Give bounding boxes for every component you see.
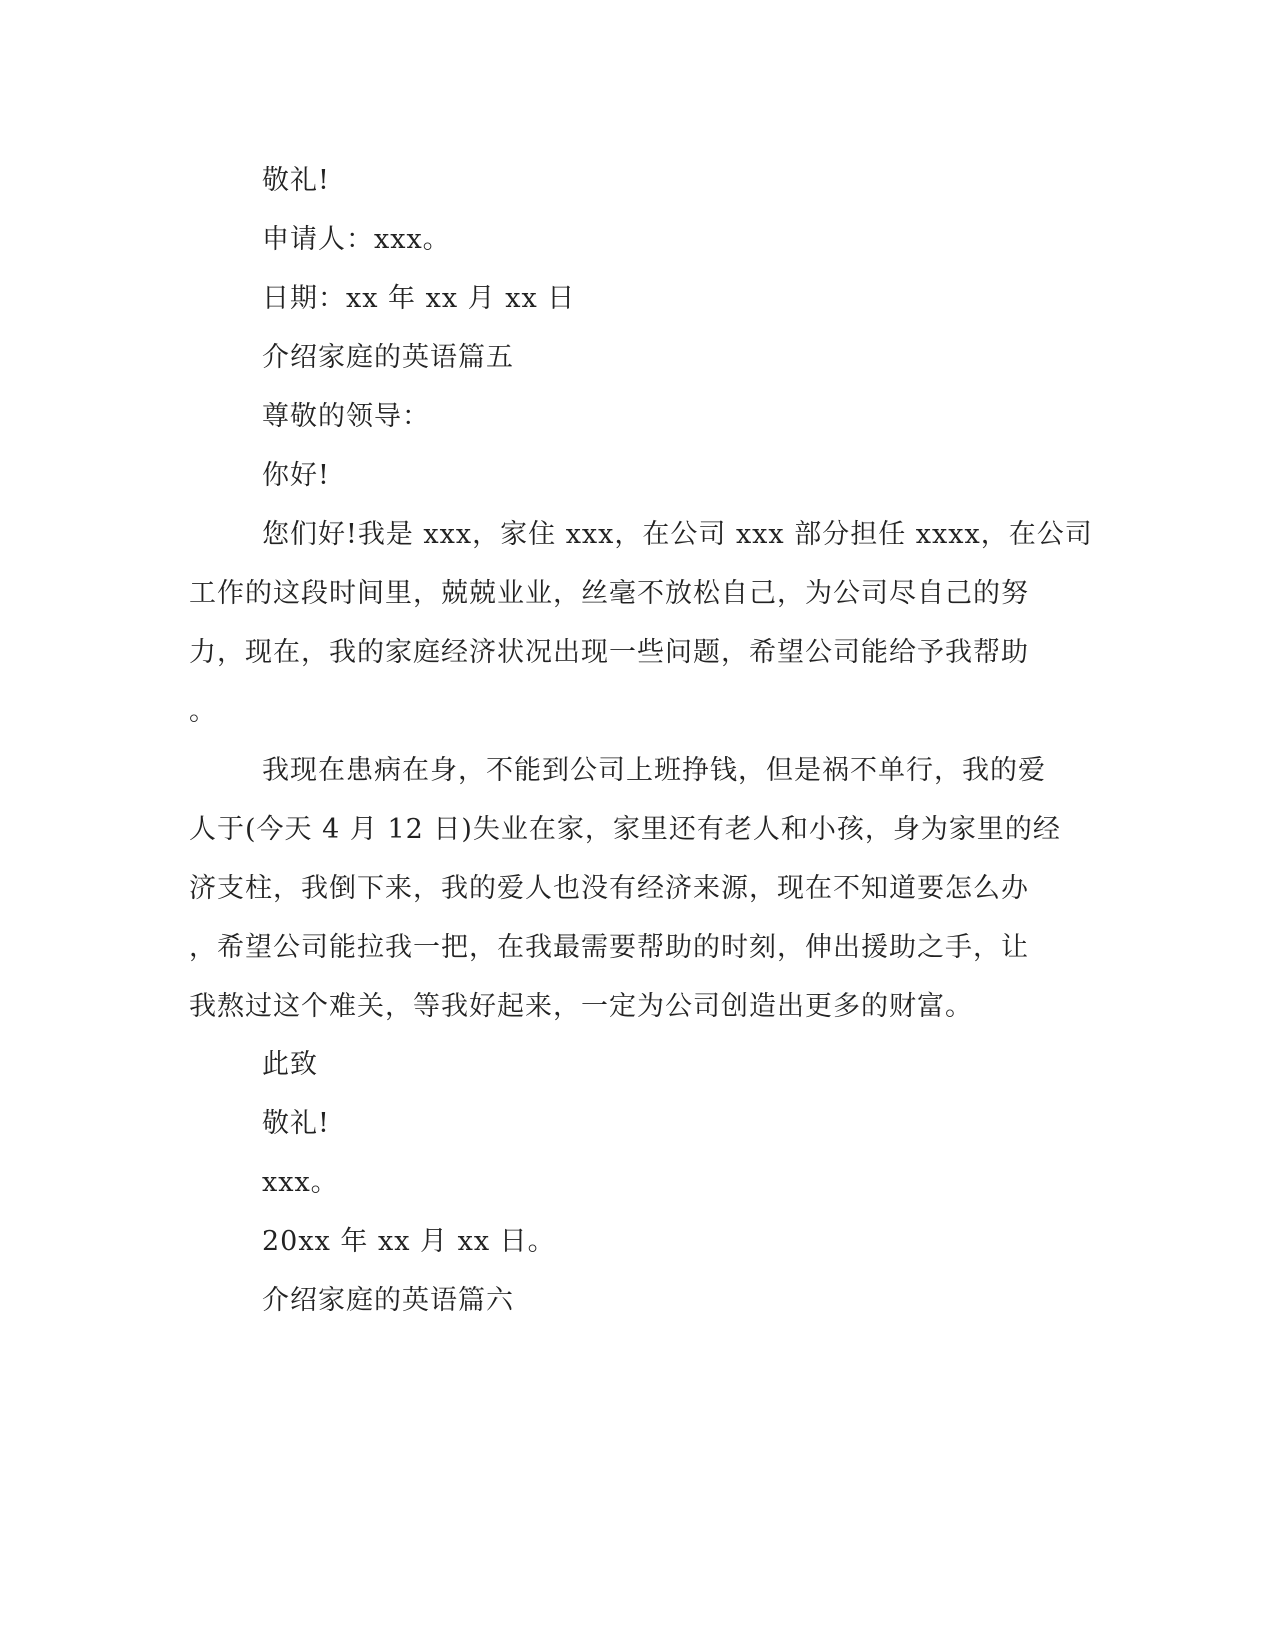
paragraph-line: 人于(今天 4 月 12 日)失业在家，家里还有老人和小孩，身为家里的经 (189, 814, 1061, 845)
paragraph-line: 我现在患病在身，不能到公司上班挣钱，但是祸不单行，我的爱 (262, 755, 1046, 786)
paragraph-line: 工作的这段时间里，兢兢业业，丝毫不放松自己，为公司尽自己的努 (189, 578, 1029, 609)
paragraph-line: 力，现在，我的家庭经济状况出现一些问题，希望公司能给予我帮助 (189, 637, 1029, 668)
paragraph-line: 我熬过这个难关，等我好起来，一定为公司创造出更多的财富。 (189, 991, 973, 1022)
section-title: 介绍家庭的英语篇五 (262, 342, 514, 373)
section-title: 介绍家庭的英语篇六 (262, 1285, 514, 1316)
paragraph-line: 。 (189, 696, 217, 727)
applicant-line: 申请人：xxx。 (262, 224, 451, 255)
signature: xxx。 (262, 1167, 339, 1198)
closing-line: 此致 (262, 1049, 318, 1080)
signature-date: 20xx 年 xx 月 xx 日。 (262, 1226, 556, 1257)
closing-salute: 敬礼! (262, 165, 330, 196)
closing-salute: 敬礼! (262, 1108, 330, 1139)
paragraph-line: 济支柱，我倒下来，我的爱人也没有经济来源，现在不知道要怎么办 (189, 873, 1029, 904)
hello-line: 你好! (262, 460, 330, 491)
date-line: 日期：xx 年 xx 月 xx 日 (262, 283, 576, 314)
paragraph-line: 您们好!我是 xxx，家住 xxx，在公司 xxx 部分担任 xxxx，在公司 (262, 519, 1093, 550)
salutation: 尊敬的领导： (262, 401, 430, 432)
paragraph-line: ，希望公司能拉我一把，在我最需要帮助的时刻，伸出援助之手，让 (189, 932, 1029, 963)
